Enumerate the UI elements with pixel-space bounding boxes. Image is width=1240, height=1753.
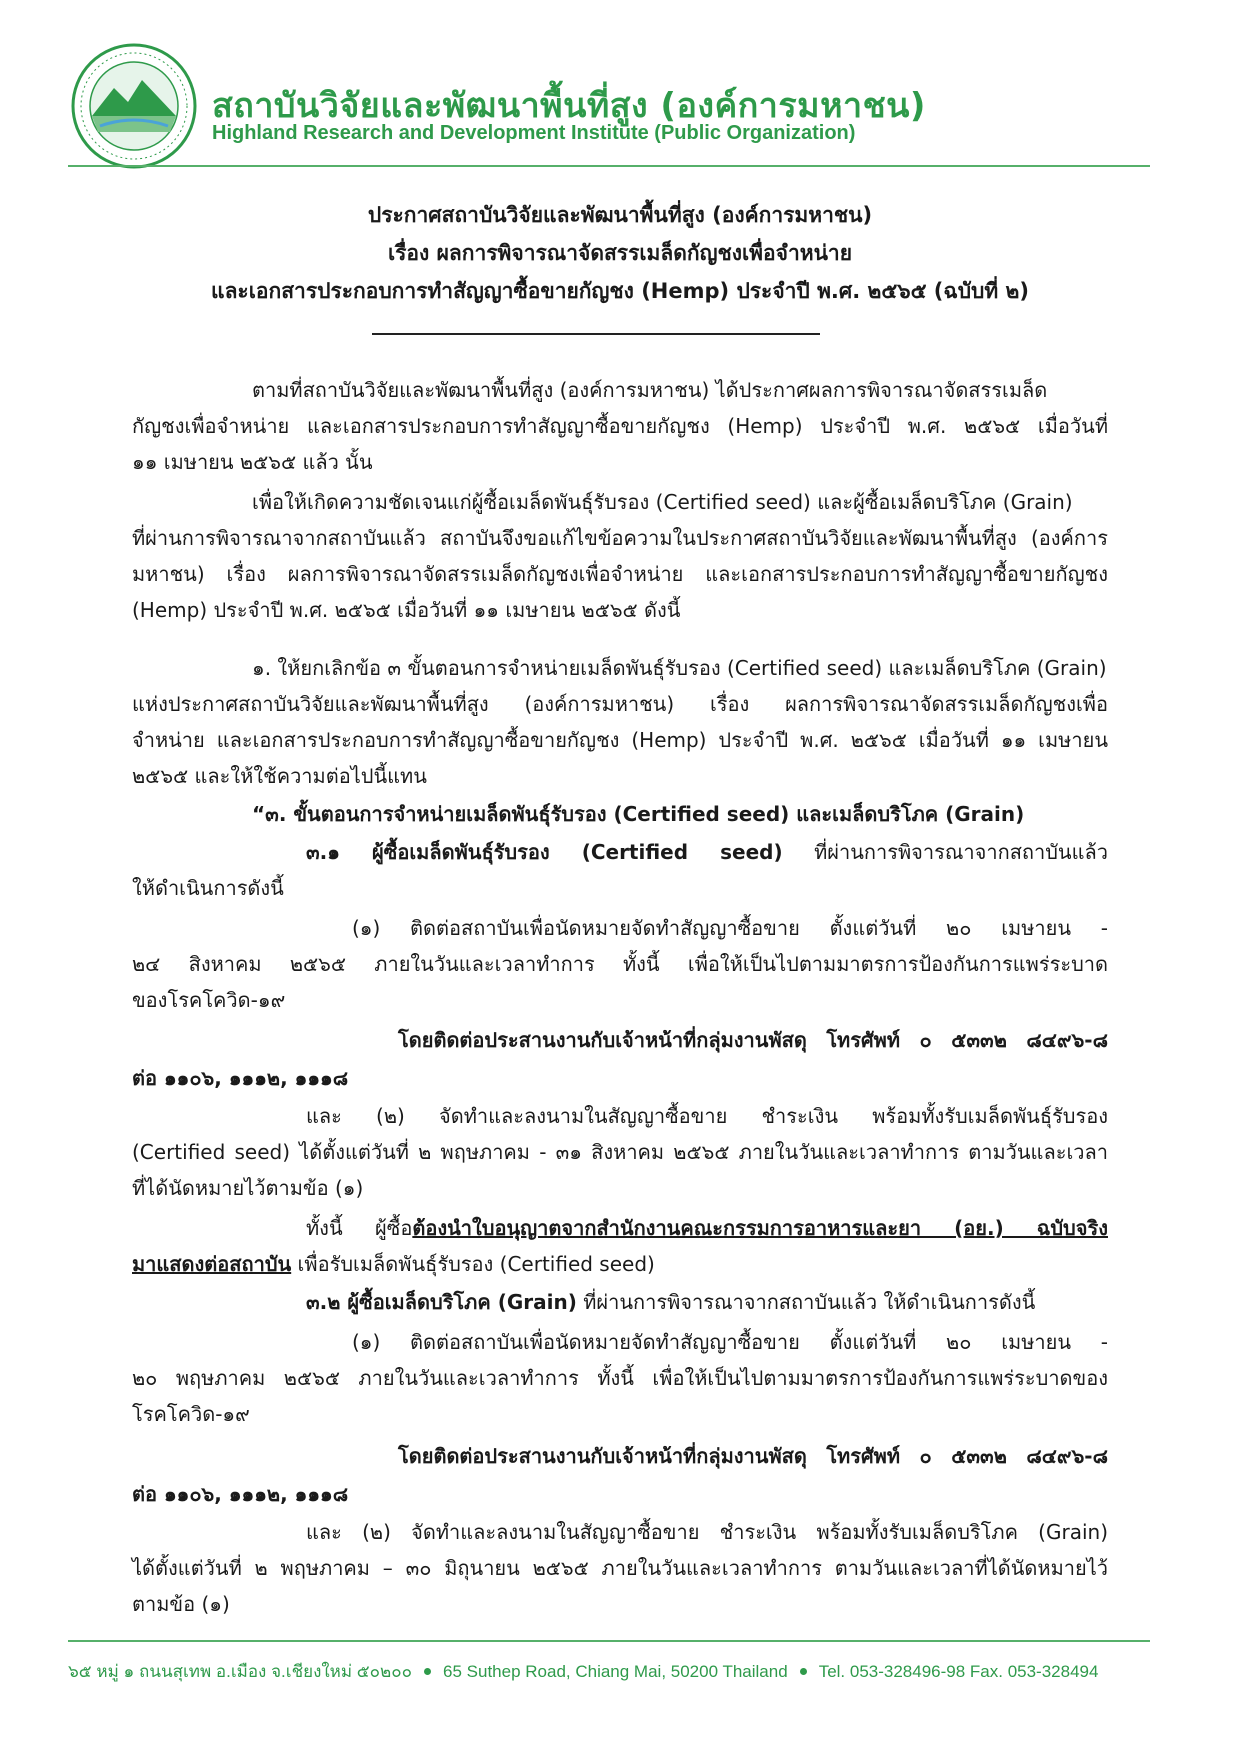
footer-divider	[68, 1640, 1150, 1642]
title-line-1: ประกาศสถาบันวิจัยและพัฒนาพื้นที่สูง (องค์การมหาชน)	[367, 203, 873, 227]
section-3-1-item-2-line-3: ที่ได้นัดหมายไว้ตามข้อ (๑)	[132, 1176, 364, 1200]
section-3-2-item-1-line-2: ๒๐ พฤษภาคม ๒๕๖๕ ภายในวันและเวลาทำการ ทั้งนี้ เพื่อให้เป็นไปตามมาตรการป้องกันการแพร่ระบาดของ	[132, 1366, 1108, 1390]
org-name-english: Highland Research and Development Institute (Public Organization)	[212, 122, 856, 144]
footer-address-thai: ๖๕ หมู่ ๑ ถนนสุเทพ อ.เมือง จ.เชียงใหม่ ๕๐๒๐๐	[68, 1662, 413, 1681]
section-3-1-line-1	[306, 838, 1108, 866]
section-3-1-line-2: ให้ดำเนินการดังนี้	[132, 876, 284, 900]
contact-2-line-2: ต่อ ๑๑๐๖, ๑๑๑๒, ๑๑๑๘	[132, 1482, 349, 1506]
note-line-2	[132, 1250, 655, 1278]
section-3-1-text: ที่ผ่านการพิจารณาจากสถาบันแล้ว	[782, 840, 1108, 864]
section-3-2-text: ที่ผ่านการพิจารณาจากสถาบันแล้ว ให้ดำเนินการดังนี้	[576, 1290, 1036, 1314]
contact-line-1: โดยติดต่อประสานงานกับเจ้าหน้าที่กลุ่มงานพัสดุ โทรศัพท์ ๐ ๕๓๓๒ ๘๔๙๖-๘	[398, 1028, 1108, 1052]
note-prefix: ทั้งนี้ ผู้ซื้อ	[306, 1216, 413, 1240]
item-1-line-4: ๒๕๖๕ และให้ใช้ความต่อไปนี้แทน	[132, 764, 427, 788]
paragraph-1-line-3: ๑๑ เมษายน ๒๕๖๕ แล้ว นั้น	[132, 450, 373, 474]
section-3-heading: “๓. ขั้นตอนการจำหน่ายเมล็ดพันธุ์รับรอง (Certified seed) และเมล็ดบริโภค (Grain)	[252, 802, 1025, 826]
section-3-2-item-2-line-1: และ (๒) จัดทำและลงนามในสัญญาซื้อขาย ชำระเงิน พร้อมทั้งรับเมล็ดบริโภค (Grain)	[306, 1520, 1108, 1544]
footer-address	[68, 1658, 1098, 1685]
footer-address-english: 65 Suthep Road, Chiang Mai, 50200 Thailand	[443, 1662, 788, 1681]
institute-logo-icon	[70, 42, 198, 170]
section-3-2-label: ๓.๒ ผู้ซื้อเมล็ดบริโภค (Grain)	[306, 1290, 577, 1314]
bullet-icon	[424, 1668, 431, 1675]
paragraph-1-line-1: ตามที่สถาบันวิจัยและพัฒนาพื้นที่สูง (องค์การมหาชน) ได้ประกาศผลการพิจารณาจัดสรรเมล็ด	[252, 378, 1048, 402]
contact-2-line-1: โดยติดต่อประสานงานกับเจ้าหน้าที่กลุ่มงานพัสดุ โทรศัพท์ ๐ ๕๓๓๒ ๘๔๙๖-๘	[398, 1444, 1108, 1468]
item-1-line-3: จำหน่าย และเอกสารประกอบการทำสัญญาซื้อขายกัญชง (Hemp) ประจำปี พ.ศ. ๒๕๖๕ เมื่อวันที่ ๑๑ เมษายน	[132, 728, 1108, 752]
note-license-requirement: ต้องนำใบอนุญาตจากสำนักงานคณะกรรมการอาหารและยา (อย.) ฉบับจริง	[412, 1216, 1108, 1240]
paragraph-1-line-2: กัญชงเพื่อจำหน่าย และเอกสารประกอบการทำสัญญาซื้อขายกัญชง (Hemp) ประจำปี พ.ศ. ๒๕๖๕ เมื่อวันที่	[132, 414, 1108, 438]
section-3-1-item-1-line-2: ๒๔ สิงหาคม ๒๕๖๕ ภายในวันและเวลาทำการ ทั้งนี้ เพื่อให้เป็นไปตามมาตรการป้องกันการแพร่ระบาด	[132, 952, 1108, 976]
section-3-1-item-1-line-3: ของโรคโควิด-๑๙	[132, 988, 286, 1012]
section-3-1-item-1-line-1: (๑) ติดต่อสถาบันเพื่อนัดหมายจัดทำสัญญาซื้อขาย ตั้งแต่วันที่ ๒๐ เมษายน -	[352, 916, 1109, 940]
section-3-2-item-2-line-3: ตามข้อ (๑)	[132, 1592, 230, 1616]
section-3-2-item-1-line-1: (๑) ติดต่อสถาบันเพื่อนัดหมายจัดทำสัญญาซื้อขาย ตั้งแต่วันที่ ๒๐ เมษายน -	[352, 1330, 1109, 1354]
paragraph-2-line-2: ที่ผ่านการพิจารณาจากสถาบันแล้ว สถาบันจึงขอแก้ไขข้อความในประกาศสถาบันวิจัยและพัฒนาพื้นที่สูง (องค์การ	[132, 526, 1108, 550]
contact-line-2: ต่อ ๑๑๐๖, ๑๑๑๒, ๑๑๑๘	[132, 1066, 349, 1090]
item-1-line-2: แห่งประกาศสถาบันวิจัยและพัฒนาพื้นที่สูง (องค์การมหาชน) เรื่อง ผลการพิจารณาจัดสรรเมล็ดกัญชงเพื่อ	[132, 692, 1108, 716]
section-3-2-item-2-line-2: ได้ตั้งแต่วันที่ ๒ พฤษภาคม – ๓๐ มิถุนายน ๒๕๖๕ ภายในวันและเวลาทำการ ตามวันและเวลาที่ได้นัดหมายไว้	[132, 1556, 1108, 1580]
paragraph-2-line-4: (Hemp) ประจำปี พ.ศ. ๒๕๖๕ เมื่อวันที่ ๑๑ เมษายน ๒๕๖๕ ดังนี้	[132, 598, 681, 622]
paragraph-2-line-3: มหาชน) เรื่อง ผลการพิจารณาจัดสรรเมล็ดกัญชงเพื่อจำหน่าย และเอกสารประกอบการทำสัญญาซื้อขายกัญชง	[132, 562, 1108, 586]
note-rest: เพื่อรับเมล็ดพันธุ์รับรอง (Certified seed)	[291, 1252, 655, 1276]
item-1-line-1: ๑. ให้ยกเลิกข้อ ๓ ขั้นตอนการจำหน่ายเมล็ดพันธุ์รับรอง (Certified seed) และเมล็ดบริโภค (Grain)	[252, 656, 1107, 680]
title-separator	[372, 333, 820, 335]
bullet-icon	[800, 1668, 807, 1675]
title-line-3: และเอกสารประกอบการทำสัญญาซื้อขายกัญชง (Hemp) ประจำปี พ.ศ. ๒๕๖๕ (ฉบับที่ ๒)	[211, 279, 1029, 303]
section-3-1-item-2-line-1: และ (๒) จัดทำและลงนามในสัญญาซื้อขาย ชำระเงิน พร้อมทั้งรับเมล็ดพันธุ์รับรอง	[306, 1104, 1108, 1128]
section-3-2-line-1	[306, 1288, 1035, 1316]
paragraph-2-line-1: เพื่อให้เกิดความชัดเจนแก่ผู้ซื้อเมล็ดพันธุ์รับรอง (Certified seed) และผู้ซื้อเมล็ดบริโภค (Grain)	[252, 490, 1073, 514]
org-name-thai: สถาบันวิจัยและพัฒนาพื้นที่สูง (องค์การมหาชน)	[212, 86, 926, 126]
section-3-1-item-2-line-2: (Certified seed) ได้ตั้งแต่วันที่ ๒ พฤษภาคม - ๓๑ สิงหาคม ๒๕๖๕ ภายในวันและเวลาทำการ ตามวันและเวลา	[132, 1140, 1108, 1164]
title-line-2: เรื่อง ผลการพิจารณาจัดสรรเมล็ดกัญชงเพื่อจำหน่าย	[387, 241, 853, 265]
footer-contact: Tel. 053-328496-98 Fax. 053-328494	[818, 1662, 1099, 1681]
header-divider	[68, 165, 1150, 167]
section-3-1-label: ๓.๑ ผู้ซื้อเมล็ดพันธุ์รับรอง (Certified seed)	[306, 840, 783, 864]
section-3-2-item-1-line-3: โรคโควิด-๑๙	[132, 1402, 250, 1426]
announcement-title	[130, 196, 1110, 310]
note-present-to-institute: มาแสดงต่อสถาบัน	[132, 1252, 292, 1276]
note-line-1	[306, 1214, 1108, 1242]
